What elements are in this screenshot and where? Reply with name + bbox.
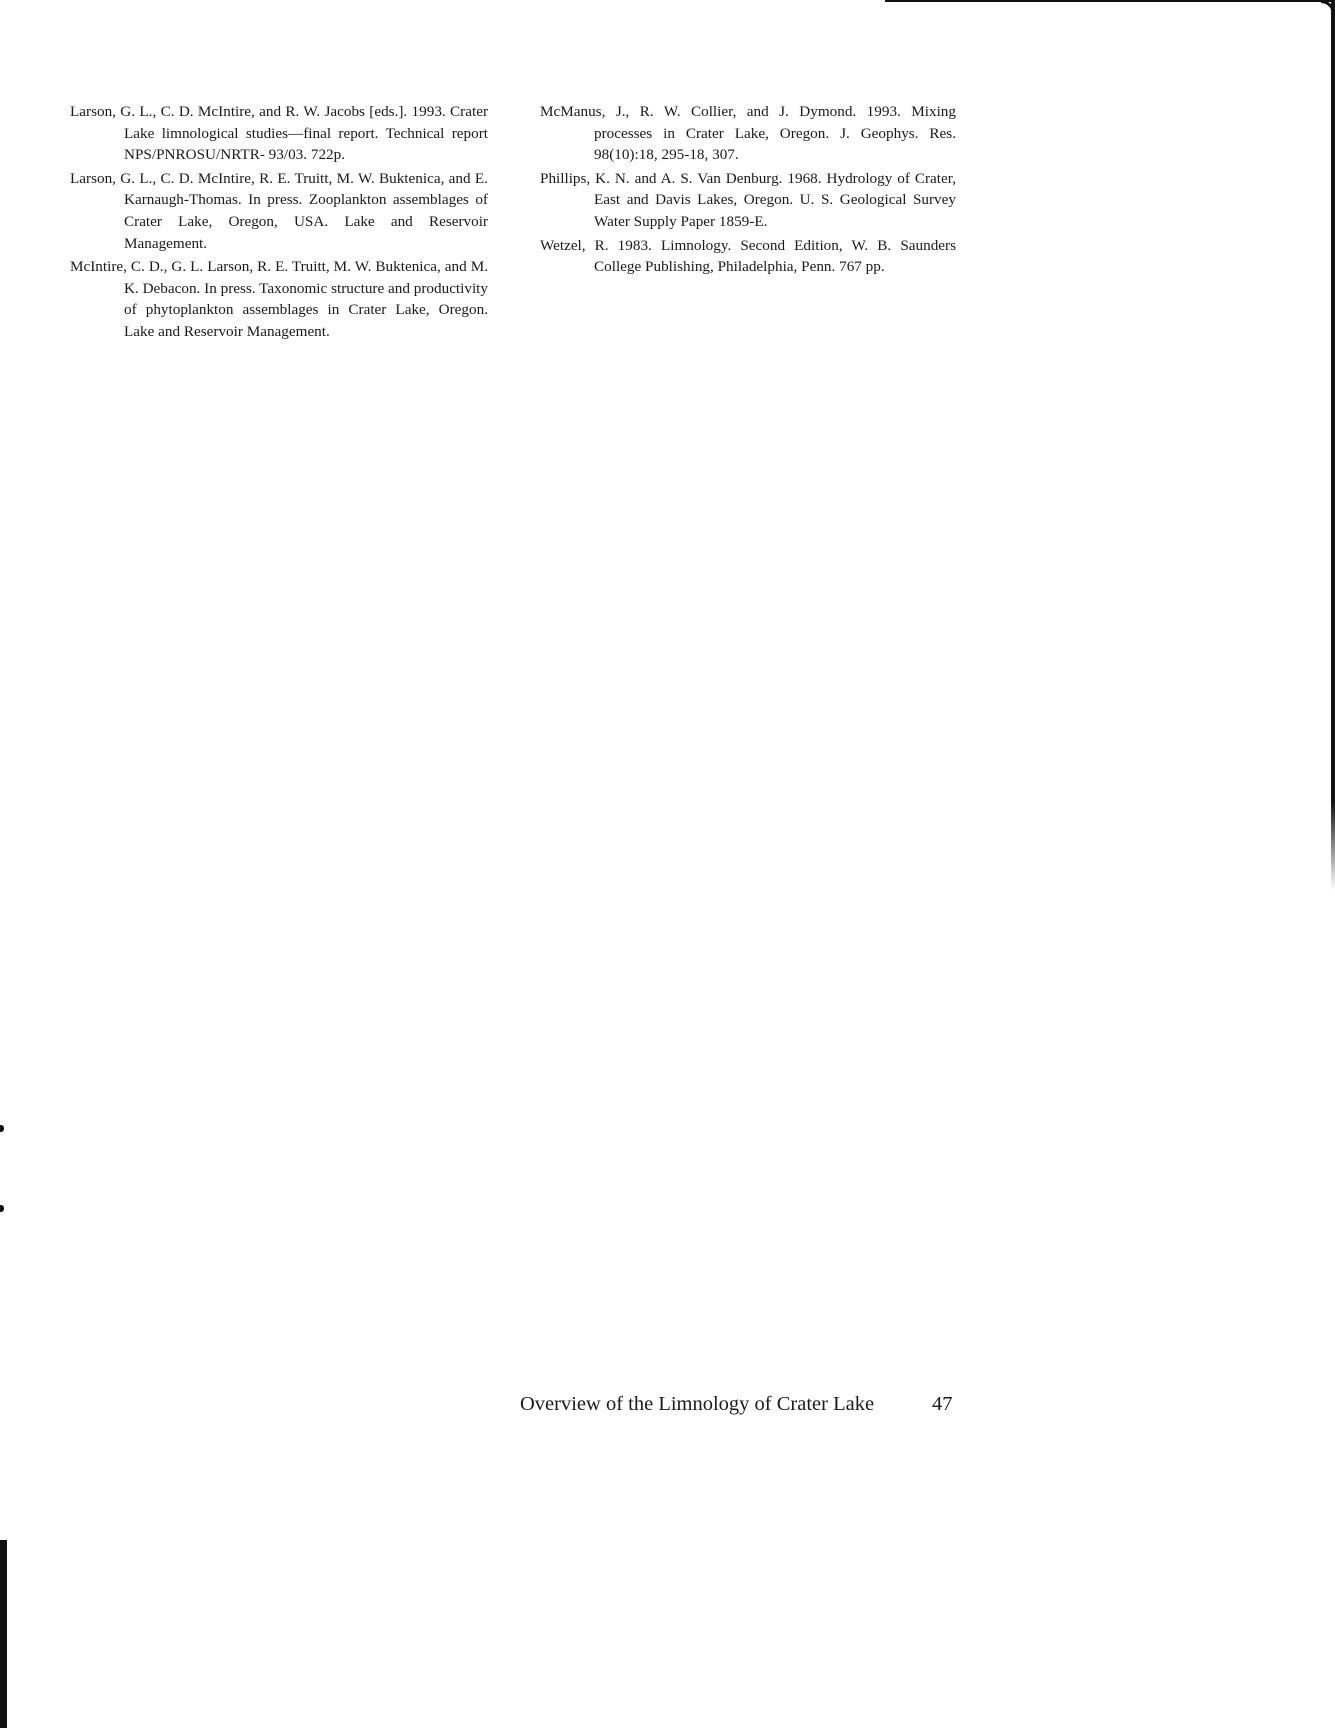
reference-entry: Larson, G. L., C. D. McIntire, R. E. Truitt, M. W. Buktenica, and E. Karnaugh-Thomas. In press. Zooplankton assemblages of Crater Lake, Oregon, USA. Lake and Reservoir Management. [70,169,488,252]
reference-entry: Wetzel, R. 1983. Limnology. Second Edition, W. B. Saunders College Publishing, Philadelphia, Penn. 767 pp. [540,236,956,276]
reference-entry: Phillips, K. N. and A. S. Van Denburg. 1968. Hydrology of Crater, East and Davis Lakes, Oregon. U. S. Geological Survey Water Supply Paper 1859-E. [540,169,956,230]
reference-entry: McManus, J., R. W. Collier, and J. Dymond. 1993. Mixing processes in Crater Lake, Oregon. J. Geophys. Res. 98(10):18, 295-18, 307. [540,103,956,164]
scan-edge-right [1331,0,1335,890]
running-title: Overview of the Limnology of Crater Lake [520,1393,875,1415]
reference-entry: McIntire, C. D., G. L. Larson, R. E. Truitt, M. W. Buktenica, and M. K. Debacon. In press. Taxonomic structure and productivity of phytoplankton assemblages in Crater Lake, Oregon. Lake and Reservoir Management. [70,258,488,340]
reference-entry: Larson, G. L., C. D. McIntire, and R. W. Jacobs [eds.]. 1993. Crater Lake limnological studies—final report. Technical report NPS/PNROSU/NRTR- 93/03. 722p. [70,103,488,164]
scan-edge-top [885,0,1335,2]
scan-artifact-dot [0,1205,4,1212]
scan-artifact-dot [0,1125,4,1132]
scan-edge-left [0,1540,7,1728]
references-column-right [540,101,956,280]
references-column-left [70,101,488,345]
page-footer [520,1391,960,1417]
page-number: 47 [932,1393,953,1415]
